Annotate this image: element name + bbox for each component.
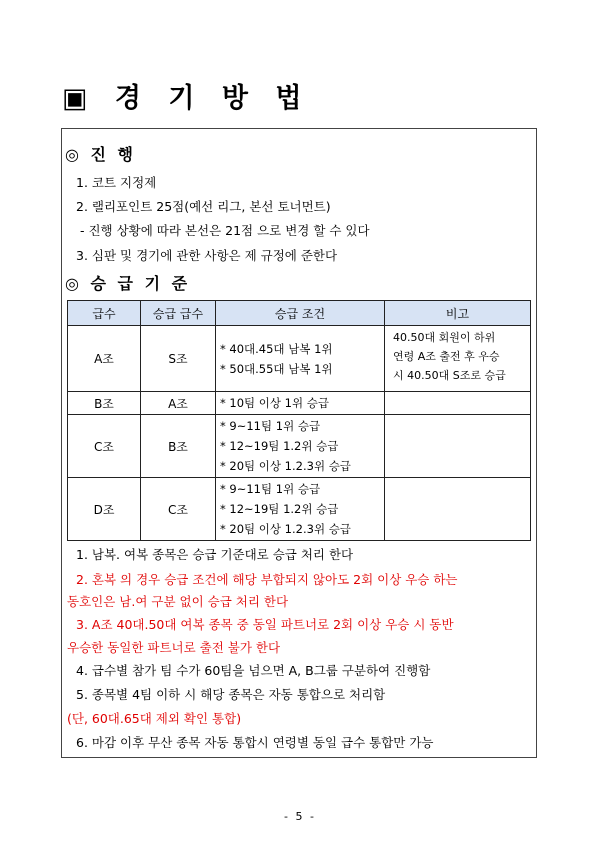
- grade-cell: C조: [68, 415, 141, 478]
- page-number: - 5 -: [284, 810, 316, 823]
- promote-to-cell: B조: [141, 415, 216, 478]
- note-line: (단, 60대.65대 제외 확인 통합): [67, 711, 242, 726]
- condition-line: * 12~19팀 1.2위 승급: [220, 439, 339, 453]
- condition-line: * 9~11팀 1위 승급: [220, 419, 321, 433]
- condition-cell: [216, 392, 385, 415]
- condition-line: * 20팀 이상 1.2.3위 승급: [220, 459, 351, 473]
- condition-line: * 40대.45대 남복 1위: [220, 341, 333, 356]
- memo-cell: [385, 326, 531, 392]
- note-line: 6. 마감 이후 무산 종목 자동 통합시 연령별 동일 급수 통합만 가능: [76, 735, 434, 750]
- grade-cell: B조: [68, 392, 141, 415]
- note-line: 동호인은 남.여 구분 없이 승급 처리 한다: [67, 594, 289, 609]
- table-header-row: [68, 301, 531, 326]
- table-row: [68, 326, 531, 392]
- progress-item: 2. 랠리포인트 25점(예선 리그, 본선 토너먼트): [76, 199, 331, 214]
- memo-cell: [385, 415, 531, 478]
- section-heading-promotion: ◎ 승 급 기 준: [65, 274, 191, 293]
- table-row: [68, 478, 531, 541]
- column-header: 비고: [385, 301, 531, 326]
- memo-line: 40.50대 회원이 하위: [393, 331, 496, 344]
- progress-item: - 진행 상황에 따라 본선은 21점 으로 변경 할 수 있다: [80, 223, 370, 238]
- condition-line: * 12~19팀 1.2위 승급: [220, 502, 339, 516]
- condition-cell: [216, 326, 385, 392]
- note-line: 우승한 동일한 파트너로 출전 불가 한다: [67, 640, 281, 655]
- condition-cell: [216, 415, 385, 478]
- grade-cell: A조: [68, 326, 141, 392]
- table-row: [68, 392, 531, 415]
- memo-line: 연령 A조 출전 후 우승: [393, 350, 500, 363]
- column-header: 승급 조건: [216, 301, 385, 326]
- note-line: 2. 혼복 의 경우 승급 조건에 해당 부합되지 않아도 2회 이상 우승 하는: [76, 572, 458, 587]
- column-header: 급수: [68, 301, 141, 326]
- condition-line: * 10팀 이상 1위 승급: [220, 396, 329, 410]
- condition-line: * 20팀 이상 1.2.3위 승급: [220, 522, 351, 536]
- promotion-table: [67, 300, 531, 541]
- page-title: ▣ 경 기 방 법: [62, 83, 311, 114]
- section-heading-progress: ◎ 진 행: [65, 145, 137, 164]
- condition-line: * 9~11팀 1위 승급: [220, 482, 321, 496]
- note-line: 5. 종목별 4팀 이하 시 해당 종목은 자동 통합으로 처리함: [76, 687, 386, 702]
- note-line: 3. A조 40대.50대 여복 종목 중 동일 파트너로 2회 이상 우승 시 동반: [76, 617, 454, 632]
- promote-to-cell: A조: [141, 392, 216, 415]
- condition-line: * 50대.55대 남복 1위: [220, 361, 333, 376]
- grade-cell: D조: [68, 478, 141, 541]
- note-line: 4. 급수별 참가 팀 수가 60팀을 넘으면 A, B그룹 구분하여 진행함: [76, 663, 431, 678]
- promote-to-cell: S조: [141, 326, 216, 392]
- condition-cell: [216, 478, 385, 541]
- promote-to-cell: C조: [141, 478, 216, 541]
- column-header: 승급 급수: [141, 301, 216, 326]
- progress-item: 1. 코트 지정제: [76, 175, 157, 190]
- memo-cell: [385, 478, 531, 541]
- table-row: [68, 415, 531, 478]
- note-line: 1. 남복. 여복 종목은 승급 기준대로 승급 처리 한다: [76, 547, 354, 562]
- memo-line: 시 40.50대 S조로 승급: [393, 369, 506, 382]
- progress-item: 3. 심판 및 경기에 관한 사항은 제 규정에 준한다: [76, 248, 338, 263]
- memo-cell: [385, 392, 531, 415]
